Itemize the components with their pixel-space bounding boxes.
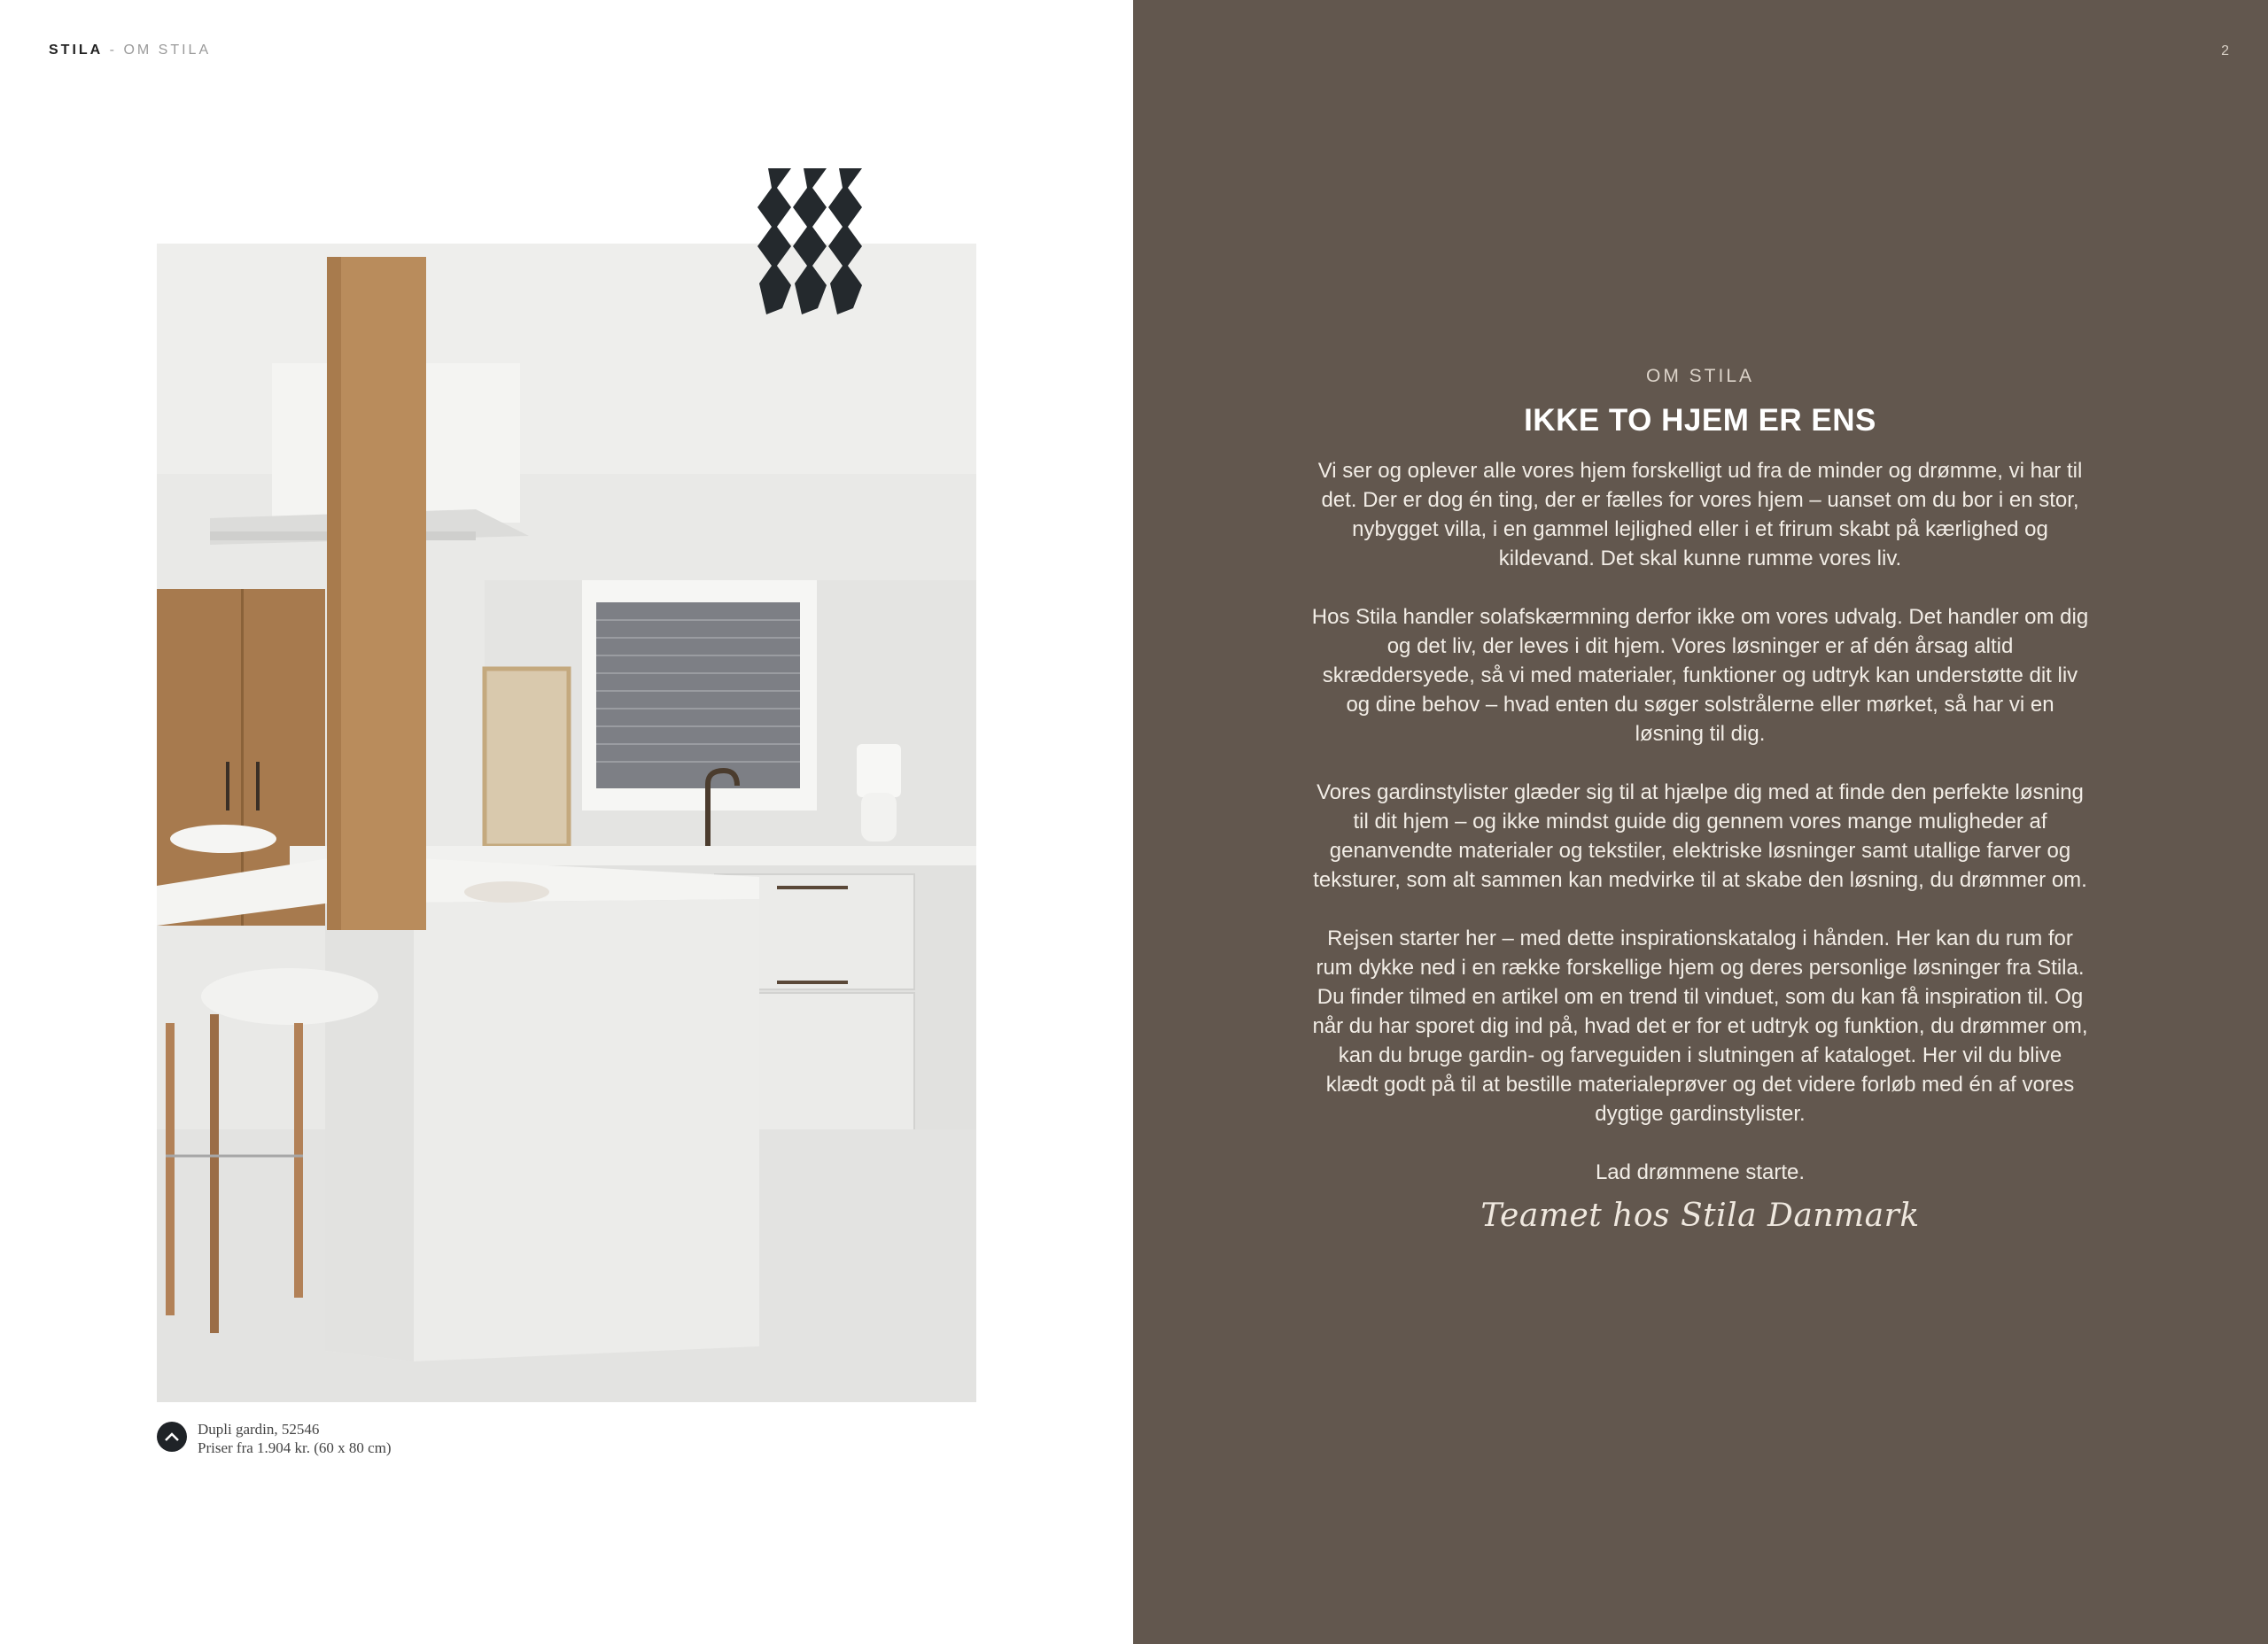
article-closing: Lad drømmene starte. — [1595, 1160, 1806, 1184]
running-header — [49, 43, 211, 58]
article-eyebrow: OM STILA — [1645, 366, 1755, 386]
article-paragraph: Vi ser og oplever alle vores hjem forskelligt ud fra de minder og drømme, vi har til det. Der er dog én ting, der er fælles for vores hjem – uanset om du bor i en stor, nybygget villa, i en gammel lejlighed eller i et frirum skabt på kærlighed og kildevand. Det skal kunne rumme vores liv. — [1317, 459, 2083, 570]
left-page — [0, 0, 1133, 1644]
fabric-swatch — [749, 168, 877, 321]
caption-text — [198, 1420, 392, 1457]
header-separator: - — [103, 43, 124, 58]
header-brand: STILA — [49, 43, 104, 58]
article-paragraph: Rejsen starter her – med dette inspirationskatalog i hånden. Her kan du rum for rum dykke ned i en række forskellige hjem og deres personlige løsninger fra Stila. Du finder tilmed en artikel om en trend til vinduet, som du kan få inspiration til. Og når du har sporet dig ind på, hvad det er for et udtryk og funktion, du drømmer om, kan du bruge gardin- og farveguiden i slutningen af kataloget. Her vil du blive klædt godt på til at bestille materialeprøver og det videre forløb med én af vores dygtige gardinstylister. — [1312, 927, 2088, 1126]
header-section: OM STILA — [123, 43, 212, 58]
chevron-up-icon[interactable] — [157, 1422, 187, 1452]
kitchen-photo — [157, 244, 976, 1402]
signature: Teamet hos Stila Danmark — [1480, 1198, 1920, 1234]
kitchen-illustration — [157, 244, 976, 1402]
caption-product: Dupli gardin, 52546 — [198, 1421, 320, 1438]
article-paragraph: Hos Stila handler solafskærmning derfor ikke om vores udvalg. Det handler om dig og det liv, der leves i dit hjem. Vores løsninger er af dén årsag altid skræddersyede, så vi med materialer, funktioner og udtryk kan understøtte dit liv og dine behov – hvad enten du søger solstrålerne eller mørket, så har vi en løsning til dig. — [1311, 605, 2089, 746]
fabric-swatch-graphic — [749, 168, 877, 321]
photo-caption — [157, 1420, 392, 1457]
article-title: IKKE TO HJEM ER ENS — [1524, 403, 1876, 438]
page-number: 2 — [2221, 43, 2229, 58]
article — [1310, 359, 2090, 1234]
article-paragraph: Vores gardinstylister glæder sig til at hjælpe dig med at finde den perfekte løsning til dit hjem – og ikke mindst guide dig gennem vores mange muligheder af genanvendte materialer og tekstiler, elektriske løsninger samt utallige farver og teksturer, som alt sammen kan medvirke til at skabe den løsning, du drømmer om. — [1313, 780, 2087, 892]
caption-price: Priser fra 1.904 kr. (60 x 80 cm) — [198, 1439, 392, 1456]
